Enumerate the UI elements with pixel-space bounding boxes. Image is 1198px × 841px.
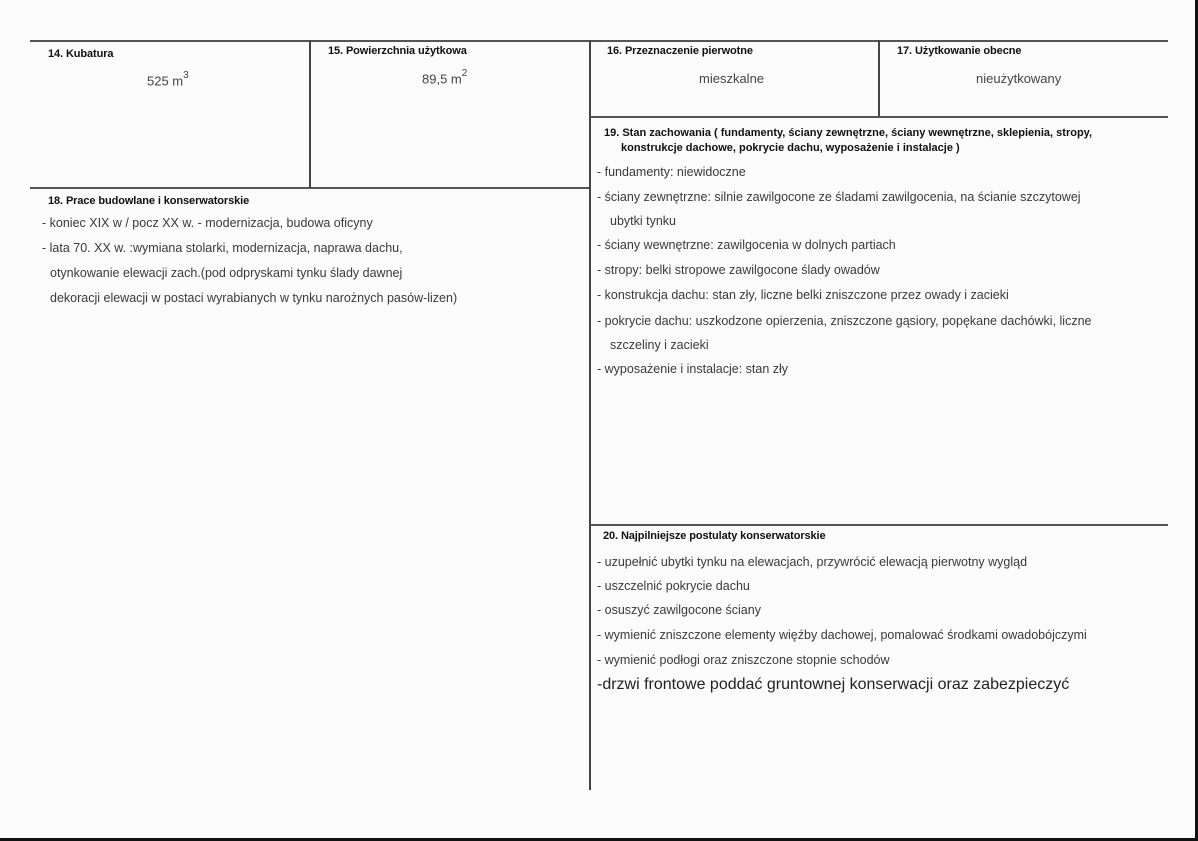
table-border-right [590, 524, 1168, 526]
field-19-line: - ściany wewnętrzne: zawilgocenia w dolnych partiach [597, 238, 896, 252]
field-15-value: 89,5 $m^2$ [422, 68, 468, 87]
field-18-label: 18. Prace budowlane i konserwatorskie [48, 195, 250, 207]
field-17-value: nieużytkowany [976, 71, 1062, 86]
field-19-label-cont: konstrukcje dachowe, pokrycie dachu, wyposażenie i instalacje ) [621, 142, 960, 154]
field-15-label: 15. Powierzchnia użytkowa [328, 45, 467, 57]
field-20-line: - osuszyć zawilgocone ściany [597, 603, 761, 617]
table-border-mid [590, 116, 1168, 118]
field-20-line: - wymienić zniszczone elementy więźby dachowej, pomalować środkami owadobójczymi [597, 628, 1087, 642]
field-19-line: - stropy: belki stropowe zawilgocone ślady owadów [597, 263, 880, 277]
field-18-line: otynkowanie elewacji zach.(pod odpryskami tynku ślady dawnej [50, 266, 403, 280]
field-20-line: - wymienić podłogi oraz zniszczone stopnie schodów [597, 653, 890, 667]
field-14-value: 525 $m^3$ [147, 70, 189, 89]
field-19-line: - wyposażenie i instalacje: stan zły [597, 362, 789, 376]
field-19-line: - ściany zewnętrzne: silnie zawilgocone ze śladami zawilgocenia, na ścianie szczytowej [597, 190, 1081, 204]
field-19-line: szczeliny i zacieki [610, 338, 709, 352]
field-14-label: 14. Kubatura [48, 48, 114, 60]
field-18-line: - koniec XIX w / pocz XX w. - modernizacja, budowa oficyny [42, 216, 373, 230]
field-18-line: dekoracji elewacji w postaci wyrabianych w tynku narożnych pasów-lizen) [50, 291, 458, 305]
field-19-line: ubytki tynku [610, 214, 677, 228]
field-19-line: - pokrycie dachu: uszkodzone opierzenia, zniszczone gąsiory, popękane dachówki, liczne [597, 314, 1092, 328]
field-19-label: 19. Stan zachowania ( fundamenty, ściany zewnętrzne, ściany wewnętrzne, sklepienia, stropy, [604, 127, 1093, 139]
field-20-label: 20. Najpilniejsze postulaty konserwatorskie [603, 530, 826, 542]
field-19-line: - fundamenty: niewidoczne [597, 165, 746, 179]
field-20-last-line: -drzwi frontowe poddać gruntownej konserwacji oraz zabezpieczyć [597, 676, 1070, 693]
table-divider [589, 40, 591, 790]
field-20-line: - uzupełnić ubytki tynku na elewacjach, przywrócić elewacją pierwotny wygląd [597, 555, 1028, 569]
field-18-line: - lata 70. XX w. :wymiana stolarki, modernizacja, naprawa dachu, [42, 241, 403, 255]
table-divider [878, 40, 880, 116]
field-16-label: 16. Przeznaczenie pierwotne [607, 45, 753, 57]
field-17-label: 17. Użytkowanie obecne [897, 45, 1022, 57]
field-19-line: - konstrukcja dachu: stan zły, liczne belki zniszczone przez owady i zacieki [597, 288, 1009, 302]
field-16-value: mieszkalne [699, 71, 765, 86]
table-border-top [30, 40, 1168, 42]
table-divider [309, 40, 311, 188]
field-20-line: - uszczelnić pokrycie dachu [597, 579, 750, 593]
